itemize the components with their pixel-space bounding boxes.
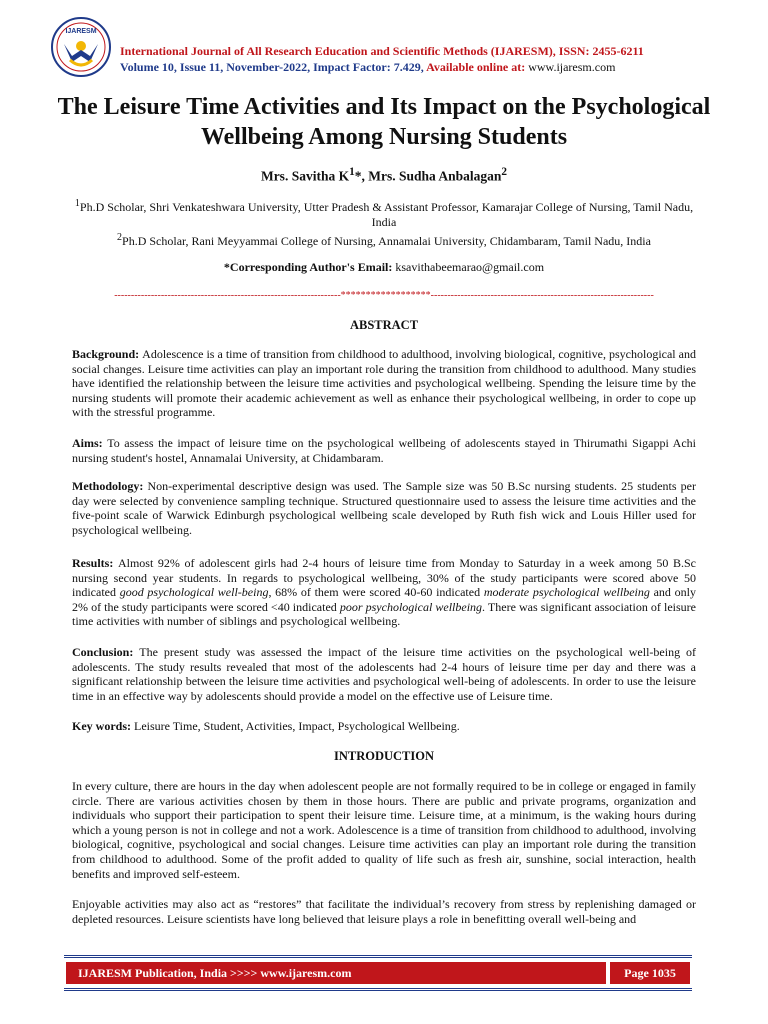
abstract-background: Background: Adolescence is a time of transition from childhood to adulthood, involving biological, cognitive, psychological and social changes. Leisure time activities can play an important role during the transition from childhood to adulthood. Many studies have identified the relationship between the leisure time activities and psychological wellbeing. Spending the leisure time by the nursing students will promote their academic achievement as well as enhance their psychological wellbeing, in order to cope up with the stressful programme.: [72, 347, 696, 420]
footer-page-number: Page 1035: [610, 962, 690, 984]
author-list: Mrs. Savitha $K^1*$, Mrs. Sudha Anbalagan$^2$: [260, 166, 508, 184]
affiliation-2: $^2$Ph.D Scholar, Rani Meyyammai College of Nursing, Annamalai University, Chidambaram, Tamil Nadu, India: [117, 232, 651, 248]
introduction-paragraph-1: In every culture, there are hours in the day when adolescent people are not formally required to be in college or engaged in family circle. There are various activities chosen by them in those hours. There are public and private programs, organization and individuals who support their participation to spent their leisure time. Leisure time, at a minimum, is the waking hours during which a young person is not in college and not a work. Adolescence is a time of transition from childhood to adulthood, involving biological, cognitive, psychological and social changes. Leisure time activities can play an important role during the transition from childhood to adulthood. Some of the profit added to quality of life such as fresh air, sunshine, social interaction, health benefits and improved self-esteem.: [72, 779, 696, 881]
journal-url-link[interactable]: www.ijaresm.com: [528, 60, 616, 74]
corresponding-author: *Corresponding Author's Email: ksavithabeemarao@gmail.com: [223, 260, 545, 274]
abstract-keywords: Key words: Leisure Time, Student, Activities, Impact, Psychological Wellbeing.: [72, 719, 460, 733]
logo-text: IJARESM: [65, 28, 97, 35]
abstract-conclusion: Conclusion: The present study was assessed the impact of the leisure time activities on the psychological well-being of adolescents. The study results revealed that most of the adolescents had 2-4 hours of leisure time per day and there was a significant relationship between the leisure time activities and psychological well-being of adolescents. In order to use the leisure time in an effective way by adolescents should provide a model on the effective use of Leisure time.: [72, 645, 696, 703]
footer-publication: IJARESM Publication, India >>>> www.ijaresm.com: [66, 962, 606, 984]
page-footer: [64, 955, 692, 991]
introduction-paragraph-2: Enjoyable activities may also act as “restores” that facilitate the individual’s recovery from stress by replenishing damaged or depleted resources. Leisure scientists have long believed that leisure plays a role in benefitting overall well-being and: [72, 897, 696, 926]
introduction-heading: INTRODUCTION: [333, 749, 434, 763]
journal-volume-info: Volume 10, Issue 11, November-2022, Impact Factor: 7.429, Available online at: www.ijaresm.com: [120, 60, 616, 74]
corresponding-email-link[interactable]: ksavithabeemarao@gmail.com: [395, 260, 545, 274]
section-divider: --------------------------------------------------------------------******************-------------------------------------------------------------------: [114, 290, 654, 300]
abstract-aims: Aims: To assess the impact of leisure time on the psychological wellbeing of adolescents stayed in Thirumathi Sigappi Achi nursing student's hostel, Annamalai University, at Chidambaram.: [72, 436, 696, 465]
journal-name: International Journal of All Research Education and Scientific Methods (IJARESM), ISSN: 2455-6211: [120, 44, 644, 58]
abstract-heading: ABSTRACT: [349, 318, 419, 332]
abstract-methodology: Methodology: Non-experimental descriptive design was used. The Sample size was 50 B.Sc nursing students. 25 students per day were selected by convenience sampling technique. Structured questionnaire used to assess the leisure time activities and the five-point scale of Warwick Edinburgh psychological wellbeing scale developed by Ruth fish wick and Louis Hiller used for psychological wellbeing.: [72, 479, 696, 537]
abstract-results: Results: Almost 92% of adolescent girls had 2-4 hours of leisure time from Monday to Saturday in a week among 50 B.Sc nursing second year students. In regards to psychological wellbeing, 30% of the study participants were scored above 50 indicated good psychological well-being, 68% of them were scored 40-60 indicated moderate psychological wellbeing and only 2% of the study participants were scored <40 indicated poor psychological wellbeing. There was significant association of leisure time activities with number of siblings and psychological wellbeing.: [72, 556, 696, 629]
affiliation-1: $^1$Ph.D Scholar, Shri Venkateshwara University, Utter Pradesh & Assistant Professor, Kamarajar College of Nursing, Tamil Nadu, India: [74, 198, 694, 229]
paper-title: The Leisure Time Activities and Its Impact on the Psychological Wellbeing Among Nursing Students: [57, 94, 711, 150]
journal-logo-icon: [50, 16, 112, 78]
journal-header: [44, 16, 734, 82]
